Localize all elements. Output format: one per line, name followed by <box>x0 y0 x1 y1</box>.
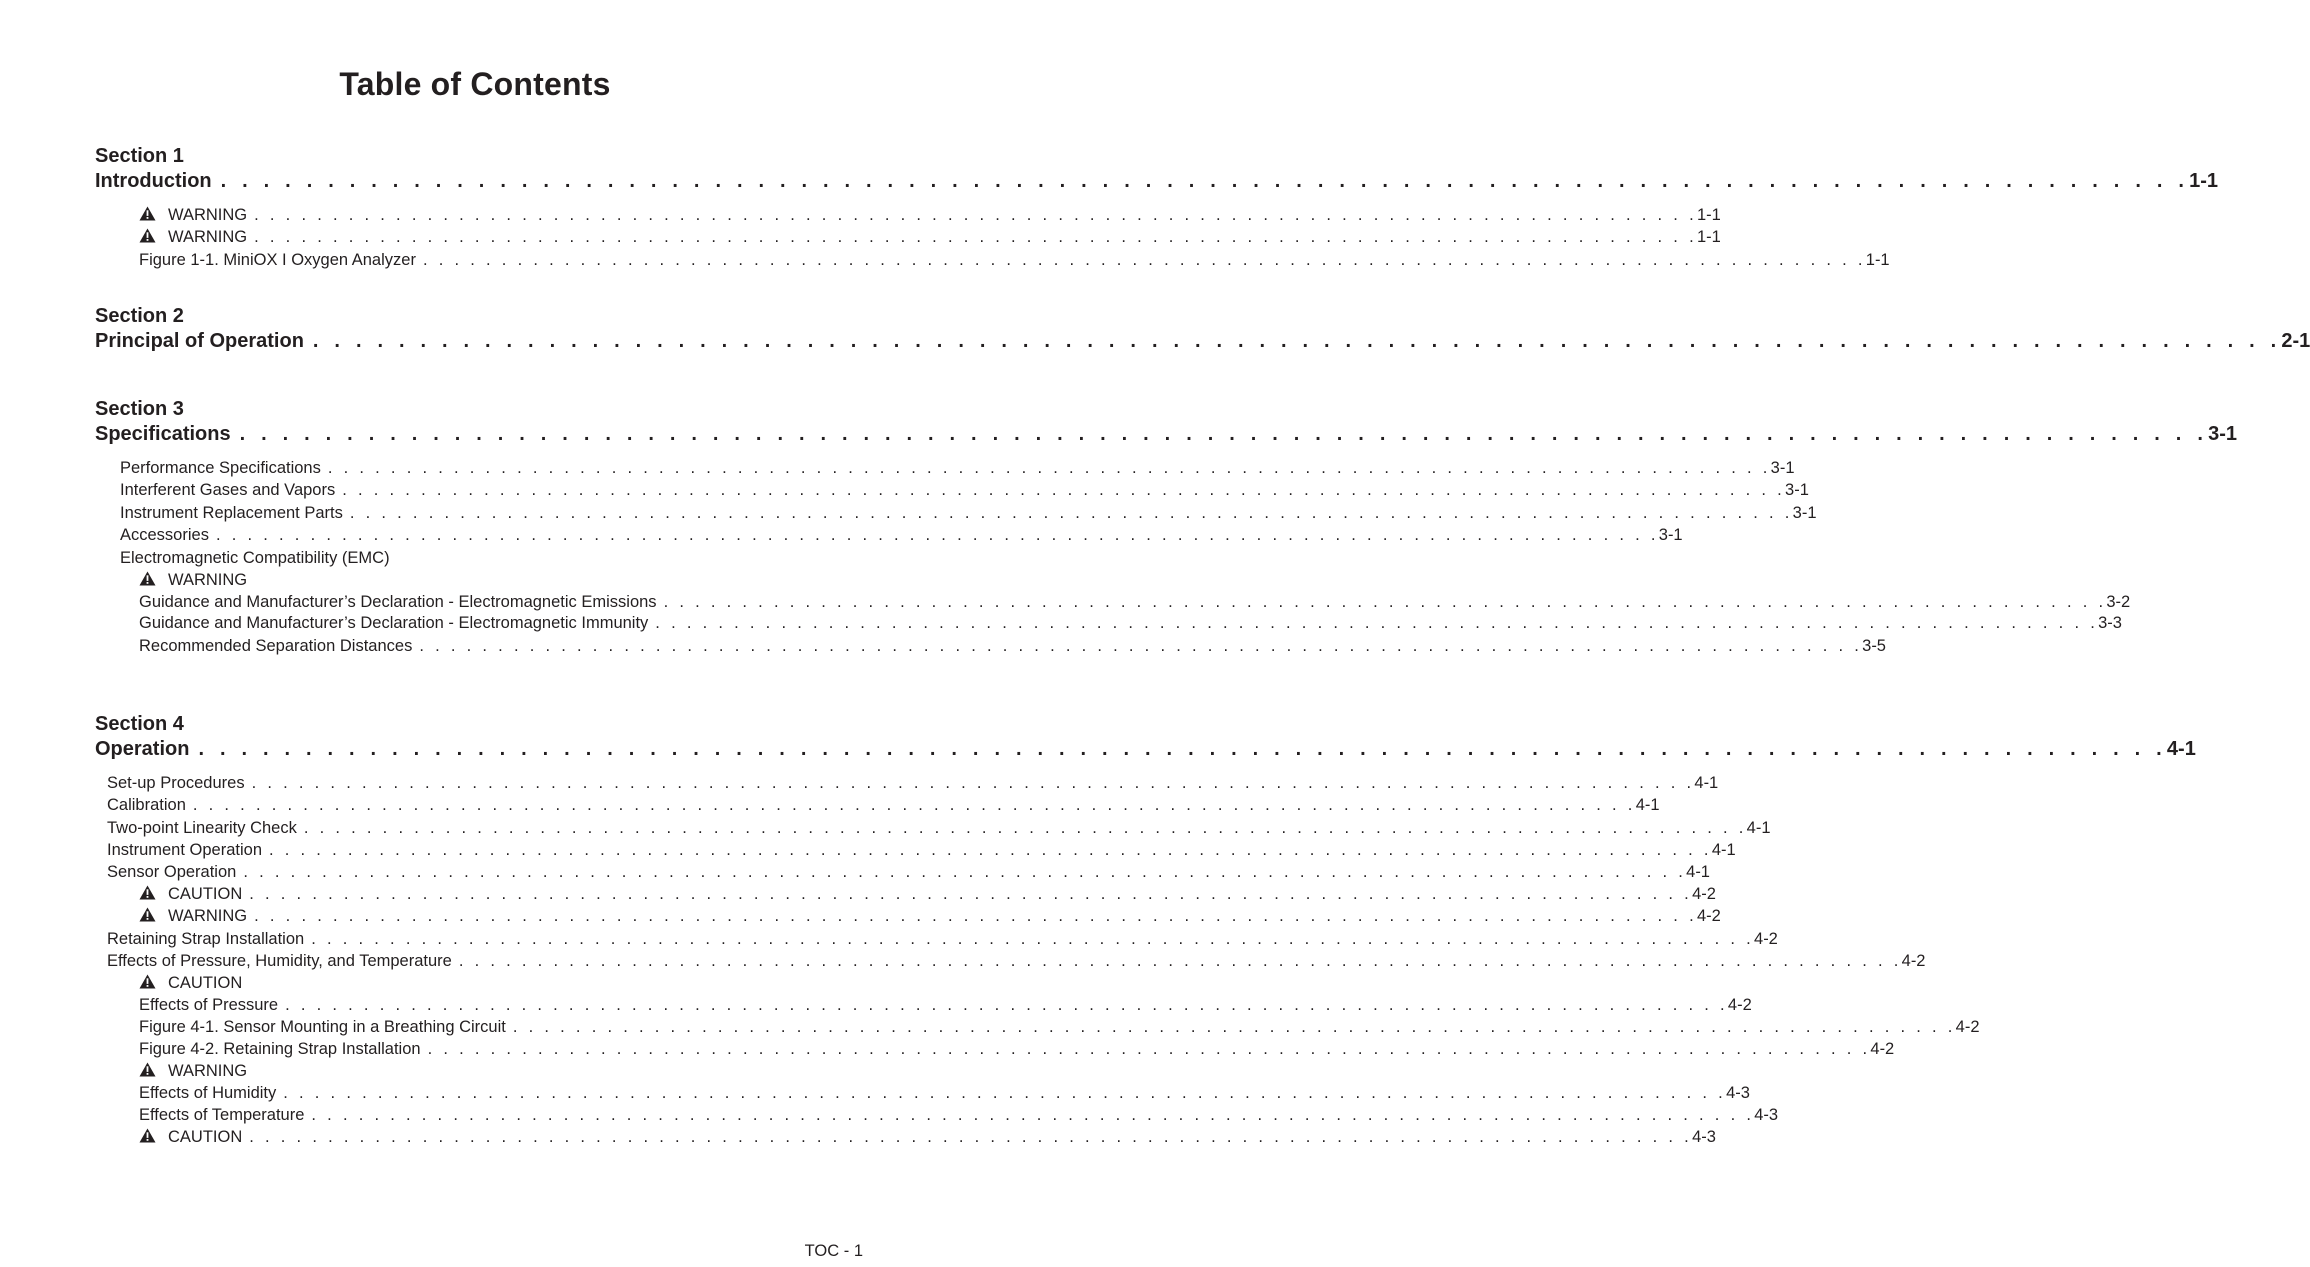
toc-entry[interactable] <box>139 1061 247 1081</box>
entry-text: CAUTION <box>168 1128 243 1146</box>
warning-triangle-icon <box>139 885 156 900</box>
toc-entry[interactable] <box>107 773 1719 793</box>
dot-leader: . . . . . . . . . . . . . . . . . . . . . . . . . . . . . . . . . . . . . . . . . . . . . . . . . . . . . . . . . . . . . . . . . . . . . . . . . . . . . . . . . . . . . . . . . . . . <box>220 170 2190 192</box>
toc-entry[interactable] <box>139 1105 1779 1125</box>
page-number: 4-1 <box>1686 863 1710 881</box>
toc-entry[interactable] <box>139 1127 1716 1147</box>
toc-entry[interactable] <box>107 951 1926 971</box>
entry-text: Figure 4-1. Sensor Mounting in a Breathing Circuit <box>139 1018 506 1036</box>
page-number: 3-2 <box>2106 593 2131 611</box>
heading-text: Principal of Operation <box>95 330 304 352</box>
toc-heading-introduction[interactable] <box>95 169 2219 193</box>
toc-entry[interactable] <box>139 227 1721 247</box>
toc-heading-operation[interactable] <box>95 737 2196 761</box>
toc-entry[interactable] <box>120 480 1809 500</box>
toc-entry[interactable] <box>107 840 1736 860</box>
toc-entry[interactable] <box>139 1039 1895 1059</box>
dot-leader: . . . . . . . . . . . . . . . . . . . . . . . . . . . . . . . . . . . . . . . . . . . . . . . . . . . . . . . . . . . . . . . . . . . . . . . . . . . . . . . . . . . . . . . . . . . . <box>349 504 1793 522</box>
toc-entry[interactable] <box>120 548 390 568</box>
section-1-label: Section 1 <box>95 145 184 167</box>
dot-leader: . . . . . . . . . . . . . . . . . . . . . . . . . . . . . . . . . . . . . . . . . . . . . . . . . . . . . . . . . . . . . . . . . . . . . . . . . . . . . . . . . . . . . . . . . . . . <box>512 1018 1956 1036</box>
toc-entry[interactable] <box>139 884 1716 904</box>
entry-text: Effects of Pressure, Humidity, and Temperature <box>107 952 452 970</box>
page-number: 3-1 <box>1792 504 1817 522</box>
dot-leader: . . . . . . . . . . . . . . . . . . . . . . . . . . . . . . . . . . . . . . . . . . . . . . . . . . . . . . . . . . . . . . . . . . . . . . . . . . . . . . . . . . . . . . . . . . . . <box>311 930 1755 948</box>
entry-text: Instrument Operation <box>107 841 262 859</box>
page-number: 3-1 <box>2208 423 2237 445</box>
page-number: 4-1 <box>1635 796 1660 814</box>
page-number: 4-1 <box>1694 774 1719 792</box>
entry-text: Two-point Linearity Check <box>107 819 297 837</box>
entry-text: Instrument Replacement Parts <box>120 504 343 522</box>
entry-text: Interferent Gases and Vapors <box>120 481 336 499</box>
warning-triangle-icon <box>139 974 156 989</box>
entry-text: Effects of Pressure <box>139 996 279 1014</box>
page-number: 4-2 <box>1955 1018 1980 1036</box>
warning-triangle-icon <box>139 1128 156 1143</box>
toc-entry[interactable] <box>107 862 1710 882</box>
dot-leader: . . . . . . . . . . . . . . . . . . . . . . . . . . . . . . . . . . . . . . . . . . . . . . . . . . . . . . . . . . . . . . . . . . . . . . . . . . . . . . . . . . . . . . . . . . . . <box>239 423 2209 445</box>
toc-entry[interactable] <box>139 205 1721 225</box>
entry-text: Effects of Temperature <box>139 1106 305 1124</box>
toc-entry[interactable] <box>139 570 247 590</box>
warning-triangle-icon <box>139 1062 156 1077</box>
page-number: 4-1 <box>1746 819 1771 837</box>
heading-text: Operation <box>95 738 190 760</box>
dot-leader: . . . . . . . . . . . . . . . . . . . . . . . . . . . . . . . . . . . . . . . . . . . . . . . . . . . . . . . . . . . . . . . . . . . . . . . . . . . . . . . . . . . . . . . . . . . . <box>283 1084 1727 1102</box>
entry-text: Recommended Separation Distances <box>139 637 413 655</box>
section-4-label: Section 4 <box>95 713 184 735</box>
section-2-label: Section 2 <box>95 305 184 327</box>
page-number: 3-1 <box>1770 459 1795 477</box>
entry-text: CAUTION <box>168 974 243 992</box>
dot-leader: . . . . . . . . . . . . . . . . . . . . . . . . . . . . . . . . . . . . . . . . . . . . . . . . . . . . . . . . . . . . . . . . . . . . . . . . . . . . . . . . . . . . . . . . . . . . <box>249 1128 1693 1146</box>
page-number: 4-1 <box>1711 841 1736 859</box>
entry-text: Effects of Humidity <box>139 1084 277 1102</box>
entry-text: WARNING <box>168 228 248 246</box>
dot-leader: . . . . . . . . . . . . . . . . . . . . . . . . . . . . . . . . . . . . . . . . . . . . . . . . . . . . . . . . . . . . . . . . . . . . . . . . . . . . . . . . . . . . . . . . . . . . <box>427 1040 1871 1058</box>
warning-triangle-icon <box>139 206 156 221</box>
page-number: 4-2 <box>1727 996 1752 1014</box>
dot-leader: . . . . . . . . . . . . . . . . . . . . . . . . . . . . . . . . . . . . . . . . . . . . . . . . . . . . . . . . . . . . . . . . . . . . . . . . . . . . . . . . . . . . . . . . . . . . <box>198 738 2167 760</box>
toc-entry[interactable] <box>120 525 1683 545</box>
toc-entry[interactable] <box>139 1083 1750 1103</box>
dot-leader: . . . . . . . . . . . . . . . . . . . . . . . . . . . . . . . . . . . . . . . . . . . . . . . . . . . . . . . . . . . . . . . . . . . . . . . . . . . . . . . . . . . . . . . . . . . . <box>311 1106 1755 1124</box>
entry-text: Performance Specifications <box>120 459 321 477</box>
warning-triangle-icon <box>139 571 156 586</box>
page-number: 1-1 <box>1865 251 1890 269</box>
entry-text: WARNING <box>168 1062 248 1080</box>
page-number: 1-1 <box>1696 228 1721 246</box>
page-number: 3-1 <box>1658 526 1683 544</box>
toc-entry[interactable] <box>107 818 1771 838</box>
page-number: 3-5 <box>1862 637 1886 655</box>
entry-text: Guidance and Manufacturer’s Declaration - Electromagnetic Immunity <box>139 614 649 632</box>
dot-leader: . . . . . . . . . . . . . . . . . . . . . . . . . . . . . . . . . . . . . . . . . . . . . . . . . . . . . . . . . . . . . . . . . . . . . . . . . . . . . . . . . . . . . . . . . . . . <box>342 481 1786 499</box>
page-footer: TOC - 1 <box>804 1242 863 1260</box>
page-number: 4-3 <box>1726 1084 1750 1102</box>
entry-text: WARNING <box>168 907 248 925</box>
page-title: Table of Contents <box>339 66 611 102</box>
page-number: 4-1 <box>2166 738 2196 760</box>
toc-entry[interactable] <box>139 592 2131 612</box>
dot-leader: . . . . . . . . . . . . . . . . . . . . . . . . . . . . . . . . . . . . . . . . . . . . . . . . . . . . . . . . . . . . . . . . . . . . . . . . . . . . . . . . . . . . . . . . . . . . <box>312 330 2282 352</box>
dot-leader: . . . . . . . . . . . . . . . . . . . . . . . . . . . . . . . . . . . . . . . . . . . . . . . . . . . . . . . . . . . . . . . . . . . . . . . . . . . . . . . . . . . . . . . . . . . . <box>327 459 1771 477</box>
dot-leader: . . . . . . . . . . . . . . . . . . . . . . . . . . . . . . . . . . . . . . . . . . . . . . . . . . . . . . . . . . . . . . . . . . . . . . . . . . . . . . . . . . . . . . . . . . . . <box>249 885 1693 903</box>
page-number: 4-2 <box>1754 930 1778 948</box>
toc-entry[interactable] <box>139 906 1721 926</box>
warning-triangle-icon <box>139 907 156 922</box>
entry-text: Guidance and Manufacturer’s Declaration - Electromagnetic Emissions <box>139 593 657 611</box>
dot-leader: . . . . . . . . . . . . . . . . . . . . . . . . . . . . . . . . . . . . . . . . . . . . . . . . . . . . . . . . . . . . . . . . . . . . . . . . . . . . . . . . . . . . . . . . . . . . <box>254 206 1697 224</box>
dot-leader: . . . . . . . . . . . . . . . . . . . . . . . . . . . . . . . . . . . . . . . . . . . . . . . . . . . . . . . . . . . . . . . . . . . . . . . . . . . . . . . . . . . . . . . . . . . . <box>458 952 1902 970</box>
section-3-label: Section 3 <box>95 398 184 420</box>
heading-text: Specifications <box>95 423 231 445</box>
entry-text: Accessories <box>120 526 209 544</box>
toc-entry[interactable] <box>107 929 1778 949</box>
page-number: 4-3 <box>1692 1128 1716 1146</box>
entry-text: Retaining Strap Installation <box>107 930 305 948</box>
toc-entry[interactable] <box>139 973 242 993</box>
dot-leader: . . . . . . . . . . . . . . . . . . . . . . . . . . . . . . . . . . . . . . . . . . . . . . . . . . . . . . . . . . . . . . . . . . . . . . . . . . . . . . . . . . . . . . . . . . . . <box>663 593 2107 611</box>
toc-entry[interactable] <box>139 995 1752 1015</box>
entry-text: Figure 1-1. MiniOX I Oxygen Analyzer <box>139 251 416 269</box>
entry-text: Calibration <box>107 796 186 814</box>
toc-entry[interactable] <box>107 795 1660 815</box>
dot-leader: . . . . . . . . . . . . . . . . . . . . . . . . . . . . . . . . . . . . . . . . . . . . . . . . . . . . . . . . . . . . . . . . . . . . . . . . . . . . . . . . . . . . . . . . . . . . <box>251 774 1695 792</box>
warning-triangle-icon <box>139 228 156 243</box>
entry-text: Figure 4-2. Retaining Strap Installation <box>139 1040 421 1058</box>
toc-heading-principal-of-operation[interactable] <box>95 329 2310 353</box>
dot-leader: . . . . . . . . . . . . . . . . . . . . . . . . . . . . . . . . . . . . . . . . . . . . . . . . . . . . . . . . . . . . . . . . . . . . . . . . . . . . . . . . . . . . . . . . . . . . <box>254 228 1697 246</box>
toc-entry[interactable] <box>139 636 1886 656</box>
heading-text: Introduction <box>95 170 212 192</box>
dot-leader: . . . . . . . . . . . . . . . . . . . . . . . . . . . . . . . . . . . . . . . . . . . . . . . . . . . . . . . . . . . . . . . . . . . . . . . . . . . . . . . . . . . . . . . . . . . . <box>285 996 1728 1014</box>
toc-entry[interactable] <box>120 458 1795 478</box>
dot-leader: . . . . . . . . . . . . . . . . . . . . . . . . . . . . . . . . . . . . . . . . . . . . . . . . . . . . . . . . . . . . . . . . . . . . . . . . . . . . . . . . . . . . . . . . . . . . <box>269 841 1712 859</box>
dot-leader: . . . . . . . . . . . . . . . . . . . . . . . . . . . . . . . . . . . . . . . . . . . . . . . . . . . . . . . . . . . . . . . . . . . . . . . . . . . . . . . . . . . . . . . . . . . . <box>419 637 1863 655</box>
page-number: 3-3 <box>2098 614 2122 632</box>
dot-leader: . . . . . . . . . . . . . . . . . . . . . . . . . . . . . . . . . . . . . . . . . . . . . . . . . . . . . . . . . . . . . . . . . . . . . . . . . . . . . . . . . . . . . . . . . . . . <box>422 251 1866 269</box>
page-number: 1-1 <box>1696 206 1721 224</box>
toc-entry[interactable] <box>120 503 1817 523</box>
entry-text: WARNING <box>168 571 248 589</box>
toc-entry[interactable] <box>139 250 1890 270</box>
page-number: 4-2 <box>1692 885 1716 903</box>
page-number: 1-1 <box>2189 170 2219 192</box>
page-number: 3-1 <box>1785 481 1809 499</box>
toc-entry[interactable] <box>139 1017 1980 1037</box>
page-number: 2-1 <box>2281 330 2310 352</box>
page-number: 4-2 <box>1870 1040 1895 1058</box>
dot-leader: . . . . . . . . . . . . . . . . . . . . . . . . . . . . . . . . . . . . . . . . . . . . . . . . . . . . . . . . . . . . . . . . . . . . . . . . . . . . . . . . . . . . . . . . . . . . <box>192 796 1636 814</box>
dot-leader: . . . . . . . . . . . . . . . . . . . . . . . . . . . . . . . . . . . . . . . . . . . . . . . . . . . . . . . . . . . . . . . . . . . . . . . . . . . . . . . . . . . . . . . . . . . . <box>303 819 1747 837</box>
toc-heading-specifications[interactable] <box>95 422 2237 446</box>
entry-text: Electromagnetic Compatibility (EMC) <box>120 549 390 567</box>
entry-text: CAUTION <box>168 885 243 903</box>
page-number: 4-2 <box>1901 952 1926 970</box>
dot-leader: . . . . . . . . . . . . . . . . . . . . . . . . . . . . . . . . . . . . . . . . . . . . . . . . . . . . . . . . . . . . . . . . . . . . . . . . . . . . . . . . . . . . . . . . . . . . <box>655 614 2099 632</box>
page-number: 4-2 <box>1696 907 1721 925</box>
dot-leader: . . . . . . . . . . . . . . . . . . . . . . . . . . . . . . . . . . . . . . . . . . . . . . . . . . . . . . . . . . . . . . . . . . . . . . . . . . . . . . . . . . . . . . . . . . . . <box>215 526 1659 544</box>
entry-text: WARNING <box>168 206 248 224</box>
dot-leader: . . . . . . . . . . . . . . . . . . . . . . . . . . . . . . . . . . . . . . . . . . . . . . . . . . . . . . . . . . . . . . . . . . . . . . . . . . . . . . . . . . . . . . . . . . . . <box>254 907 1697 925</box>
toc-entry[interactable] <box>139 613 2122 633</box>
entry-text: Sensor Operation <box>107 863 237 881</box>
dot-leader: . . . . . . . . . . . . . . . . . . . . . . . . . . . . . . . . . . . . . . . . . . . . . . . . . . . . . . . . . . . . . . . . . . . . . . . . . . . . . . . . . . . . . . . . . . . . <box>243 863 1687 881</box>
entry-text: Set-up Procedures <box>107 774 245 792</box>
page-number: 4-3 <box>1754 1106 1779 1124</box>
